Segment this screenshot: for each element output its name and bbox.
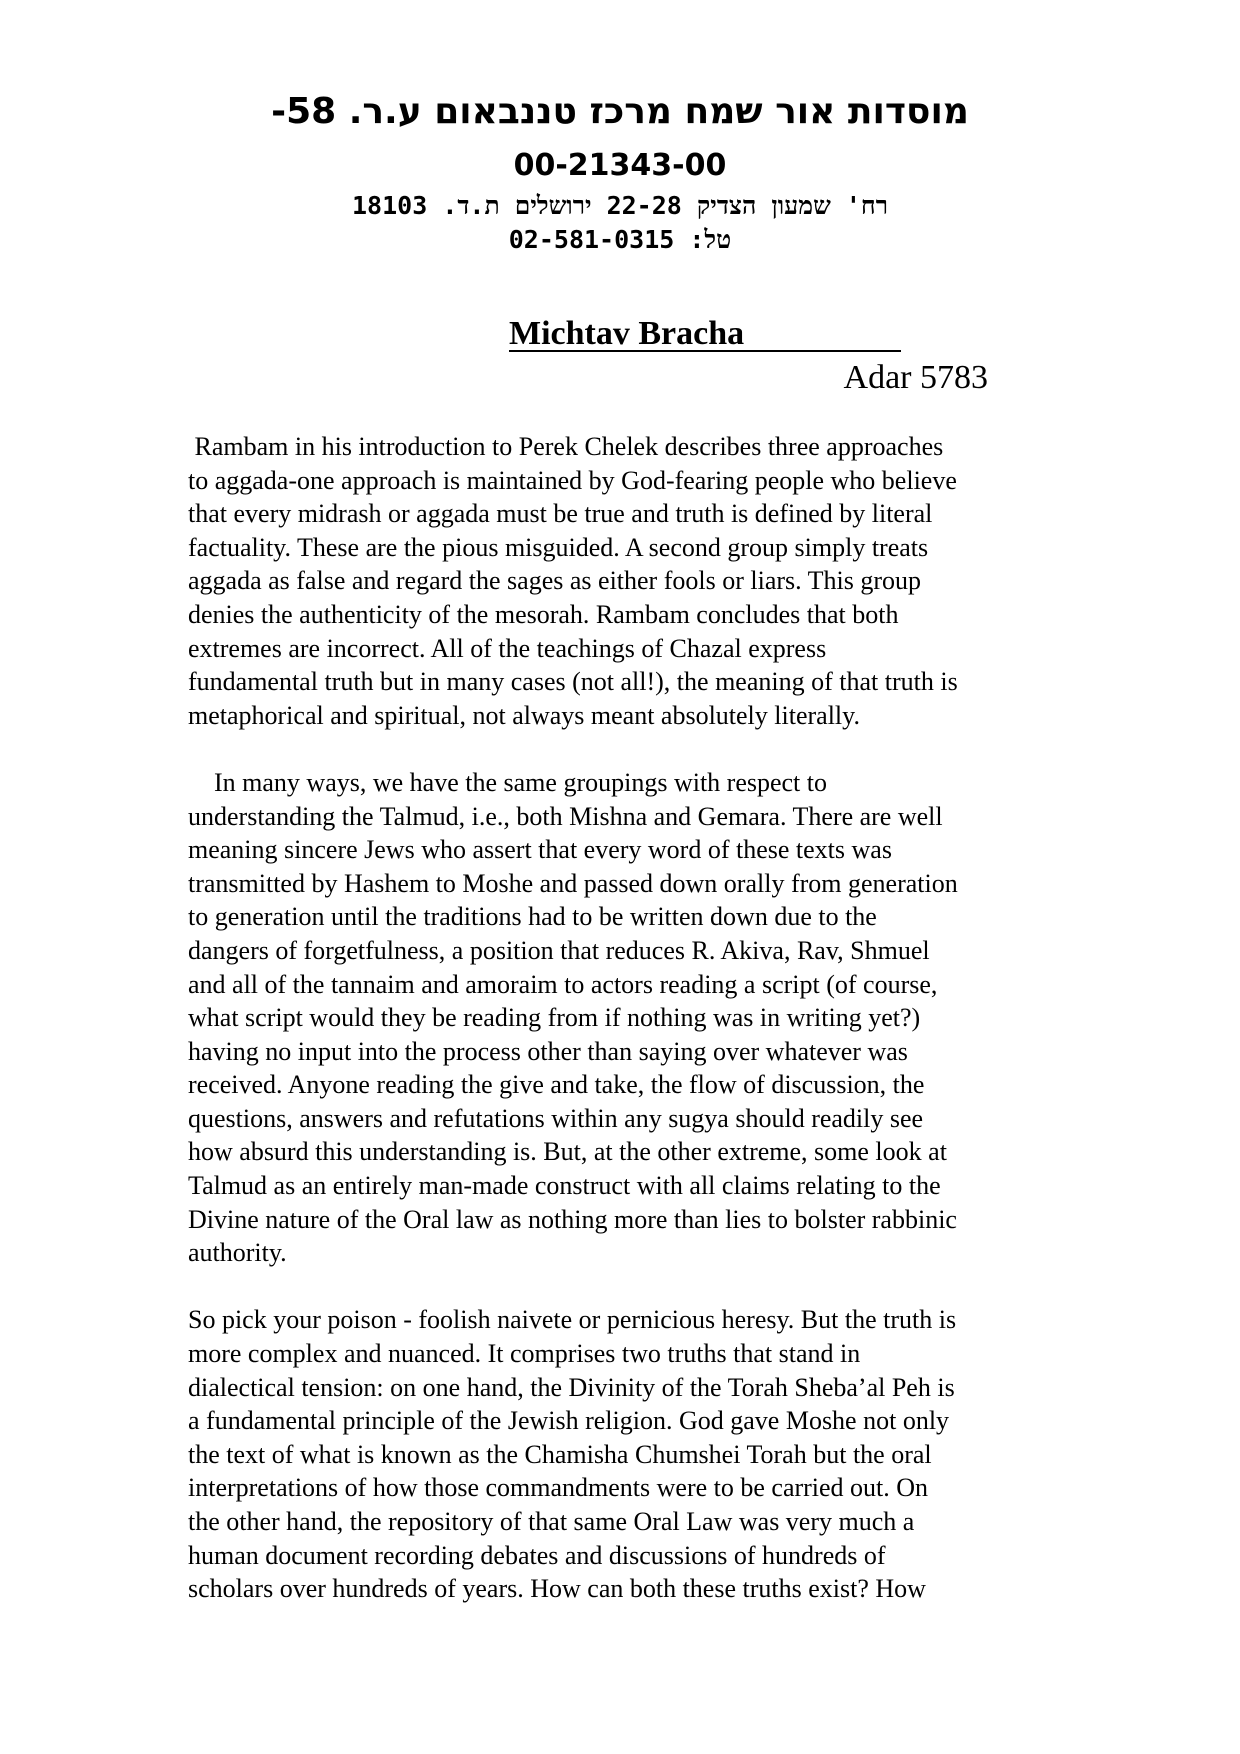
text-line: Talmud as an entirely man-made construct with all claims relating to the	[188, 1171, 941, 1201]
text-line: dialectical tension: on one hand, the Divinity of the Torah Sheba’al Peh is	[188, 1372, 955, 1402]
text-line: a fundamental principle of the Jewish religion. God gave Moshe not only	[188, 1406, 950, 1436]
text-line: So pick your poison - foolish naivete or pernicious heresy. But the truth is	[188, 1305, 957, 1335]
text-line: factuality. These are the pious misguided. A second group simply treats	[188, 532, 929, 562]
text-line: questions, answers and refutations within any sugya should readily see	[188, 1103, 924, 1133]
text-line: denies the authenticity of the mesorah. Rambam concludes that both	[188, 599, 899, 629]
text-line: understanding the Talmud, i.e., both Mishna and Gemara. There are well	[188, 801, 943, 831]
text-line: received. Anyone reading the give and take, the flow of discussion, the	[188, 1070, 925, 1100]
text-line: transmitted by Hashem to Moshe and passed down orally from generation	[188, 868, 958, 898]
text-line: interpretations of how those commandments were to be carried out. On	[188, 1473, 929, 1503]
text-line: how absurd this understanding is. But, at the other extreme, some look at	[188, 1137, 947, 1167]
registration-number: 00-21343-00	[513, 148, 727, 183]
text-line: the other hand, the repository of that same Oral Law was very much a	[188, 1507, 915, 1536]
text-line: authority.	[188, 1238, 287, 1268]
paragraph-gap	[188, 732, 1068, 766]
text-line: to aggada-one approach is maintained by God-fearing people who believe	[188, 465, 957, 495]
document-date: Adar 5783	[843, 359, 988, 396]
paragraph-gap	[188, 1270, 1068, 1304]
text-line: aggada as false and regard the sages as either fools or liars. This group	[188, 566, 922, 596]
text-line: what script would they be reading from if nothing was in writing yet?)	[188, 1003, 921, 1033]
text-line: metaphorical and spiritual, not always meant absolutely literally.	[188, 700, 860, 730]
text-line: In many ways, we have the same groupings with respect to	[188, 767, 828, 797]
text-line: more complex and nuanced. It comprises two truths that stand in	[188, 1339, 861, 1369]
organization-name: מוסדות אור שמח מרכז טננבאום ע.ר. 58-	[271, 91, 969, 132]
paragraph	[188, 766, 1068, 1270]
text-line: human document recording debates and discussions of hundreds of	[188, 1540, 886, 1570]
text-line: meaning sincere Jews who assert that every word of these texts was	[188, 835, 892, 865]
paragraph	[188, 430, 1068, 732]
text-line: the text of what is known as the Chamisha Chumshei Torah but the oral	[188, 1439, 932, 1469]
letter-body	[188, 430, 1068, 1606]
text-line: to generation until the traditions had to be written down due to the	[188, 902, 877, 932]
paragraph	[188, 1303, 1068, 1605]
text-line: fundamental truth but in many cases (not all!), the meaning of that truth is	[188, 667, 958, 697]
phone: טל: 02-581-0315	[508, 225, 732, 254]
text-line: dangers of forgetfulness, a position that reduces R. Akiva, Rav, Shmuel	[188, 935, 930, 965]
text-line: that every midrash or aggada must be true and truth is defined by literal	[188, 499, 933, 529]
text-line: having no input into the process other than saying over whatever was	[188, 1036, 908, 1066]
text-line: Divine nature of the Oral law as nothing more than lies to bolster rabbinic	[188, 1204, 957, 1234]
text-line: and all of the tannaim and amoraim to actors reading a script (of course,	[188, 969, 938, 999]
text-line: scholars over hundreds of years. How can both these truths exist? How	[188, 1574, 926, 1604]
address: רח' שמעון הצדיק 22-28 ירושלים ת.ד. 18103	[352, 191, 888, 220]
document-title: Michtav Bracha	[509, 314, 901, 352]
text-line: extremes are incorrect. All of the teachings of Chazal express	[188, 633, 827, 663]
text-line: Rambam in his introduction to Perek Chelek describes three approaches	[188, 432, 944, 461]
